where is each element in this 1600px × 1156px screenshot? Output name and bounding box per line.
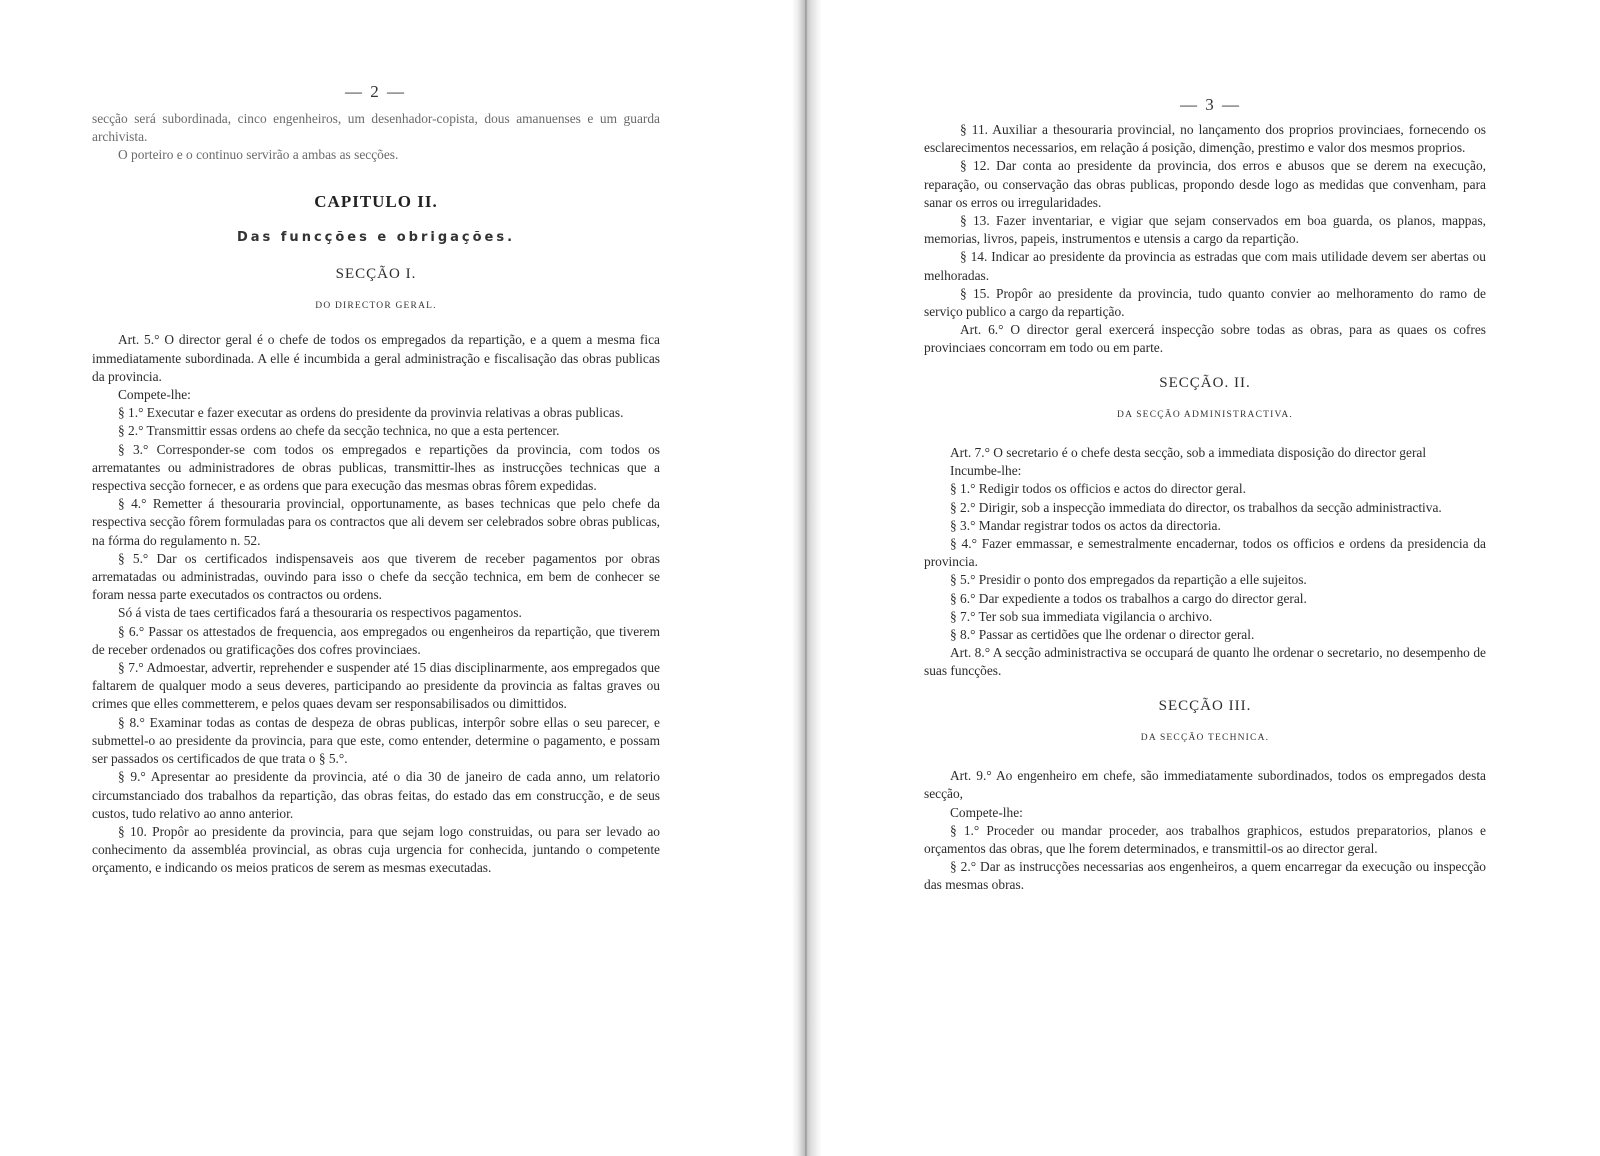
clause-paragraph: § 1.° Proceder ou mandar proceder, aos trabalhos graphicos, estudos preparatorios, planos e orçamentos das obras, que lhe forem determinados, e transmittil-os ao director geral. [924, 822, 1486, 856]
section-subheading: DO DIRECTOR GERAL. [315, 301, 437, 312]
right-text-column [924, 121, 1486, 895]
clause-paragraph: § 1.° Redigir todos os officios e actos do director geral. [950, 481, 1246, 497]
chapter-subtitle: Das funcções e obrigações. [236, 229, 516, 245]
page-number: — 3 — [1180, 95, 1241, 114]
section-subheading: DA SECÇÃO ADMINISTRACTIVA. [1117, 409, 1293, 420]
article-paragraph: Art. 5.° O director geral é o chefe de todos os empregados da repartição, e a quem a mesma fica immediatamente subordinada. A elle é incumbida a geral administração e fiscalisação das obras publicas da provincia. [92, 332, 660, 384]
article-paragraph: Art. 7.° O secretario é o chefe desta secção, sob a immediata disposição do director geral [950, 445, 1427, 461]
clause-paragraph: § 3.° Corresponder-se com todos os empregados e repartições da provincia, com todos os arrematantes ou administradores de obras publicas, transmittir-lhes as instrucções technicas que a respectiva secção fornecer, e as ordens que para execução das mesmas obras fôrem expedidas. [92, 441, 660, 494]
clause-paragraph: Só á vista de taes certificados fará a thesouraria os respectivos pagamentos. [118, 605, 522, 621]
clause-paragraph: § 8.° Passar as certidões que lhe ordenar o director geral. [950, 627, 1255, 643]
clause-paragraph: § 13. Fazer inventariar, e vigiar que sejam conservados em boa guarda, os planos, mappas, memorias, livros, papeis, instrumentos e utensis a cargo da repartição. [924, 213, 1486, 247]
clause-paragraph: § 5.° Presidir o ponto dos empregados da repartição a elle sujeitos. [950, 572, 1307, 588]
clause-paragraph: § 4.° Fazer emmassar, e semestralmente encadernar, todos os officios e ordens da presidencia da provincia. [924, 536, 1486, 570]
intro-paragraph: secção será subordinada, cinco engenheiros, um desenhador-copista, dous amanuenses e um guarda archivista. [92, 111, 660, 145]
section-heading: SECÇÃO. II. [1159, 374, 1251, 391]
clause-paragraph: § 2.° Dirigir, sob a inspecção immediata do director, os trabalhos da secção administractiva. [950, 499, 1442, 515]
left-text-column [92, 110, 660, 878]
section-heading: SECÇÃO I. [335, 266, 417, 283]
clause-paragraph: § 8.° Examinar todas as contas de despeza de obras publicas, interpôr sobre ellas o seu parecer, e submettel-o ao presidente da provincia, para que este, como entender, determine o pagamento, e possam ser passados os certificados de que trata o § 5.°. [92, 714, 660, 767]
clause-paragraph: § 4.° Remetter á thesouraria provincial, opportunamente, as bases technicas que pelo chefe da respectiva secção fôrem formuladas para os contractos que ali devem ser celebrados sobre obras publicas, na fórma do regulamento n. 52. [92, 496, 660, 548]
clause-paragraph: § 7.° Admoestar, advertir, reprehender e suspender até 15 dias disciplinarmente, aos empregados que faltarem de qualquer modo a seus deveres, participando ao presidente da provincia as faltas graves ou crimes que elles commetterem, e pelos quaes devam ser responsabilisados ou dimittidos. [92, 660, 660, 712]
page-number: — 2 — [345, 82, 406, 101]
clause-paragraph: § 9.° Apresentar ao presidente da provincia, até o dia 30 de janeiro de cada anno, um relatorio circumstanciado dos trabalhos da repartição, das obras feitas, do estado das em construcção, e de seus custos, tudo relativo ao anno anterior. [92, 769, 660, 821]
clause-paragraph: § 14. Indicar ao presidente da provincia as estradas que com mais utilidade devem ser abertas ou melhoradas. [924, 249, 1486, 283]
section-heading: SECÇÃO III. [1158, 697, 1252, 714]
compete-line: Compete-lhe: [950, 804, 1023, 820]
chapter-heading: CAPITULO II. [314, 191, 438, 211]
clause-paragraph: § 3.° Mandar registrar todos os actos da directoria. [950, 517, 1221, 533]
clause-paragraph: § 11. Auxiliar a thesouraria provincial, no lançamento dos proprios provinciaes, fornecendo os esclarecimentos necessarios, em relação á posição, dimenção, prestimo e valor dos mesmos proprios. [924, 122, 1486, 156]
article-paragraph: Art. 8.° A secção administractiva se occupará de quanto lhe ordenar o secretario, no desempenho de suas funcções. [924, 645, 1486, 679]
section-subheading: DA SECÇÃO TECHNICA. [1140, 732, 1270, 743]
right-page [818, 0, 1600, 1156]
clause-paragraph: § 6.° Dar expediente a todos os trabalhos a cargo do director geral. [950, 590, 1307, 606]
compete-line: Compete-lhe: [118, 387, 191, 403]
incumbe-line: Incumbe-lhe: [950, 463, 1022, 479]
clause-paragraph: § 6.° Passar os attestados de frequencia, aos empregados ou engenheiros da repartição, que tiverem de receber ordenados ou gratificações dos cofres provinciaes. [92, 623, 660, 657]
clause-paragraph: § 5.° Dar os certificados indispensaveis aos que tiverem de receber pagamentos por obras arrematadas ou administradas, ouvindo para isso o chefe da secção technica, em bem de conhecer se foram nessa parte executados os contractos ou ordens. [92, 550, 660, 603]
clause-paragraph: § 12. Dar conta ao presidente da provincia, dos erros e abusos que se derem na execução, reparação, ou conservação das obras publicas, propondo desde logo as medidas que convenham, para sanar os erros ou irregularidades. [924, 158, 1486, 210]
intro-paragraph: O porteiro e o continuo servirão a ambas as secções. [118, 147, 399, 163]
clause-paragraph: § 7.° Ter sob sua immediata vigilancia o archivo. [950, 608, 1213, 624]
article-paragraph: Art. 9.° Ao engenheiro em chefe, são immediatamente subordinados, todos os empregados desta secção, [924, 768, 1486, 802]
clause-paragraph: § 2.° Transmittir essas ordens ao chefe da secção technica, no que a esta pertencer. [118, 423, 560, 439]
clause-paragraph: § 10. Propôr ao presidente da provincia, para que sejam logo construidas, ou para ser levado ao conhecimento da assembléa provincial, as obras cuja urgencia for conhecida, juntando o competente orçamento, e indicando os meios praticos de serem as mesmas executadas. [92, 823, 660, 876]
clause-paragraph: § 15. Propôr ao presidente da provincia, tudo quanto convier ao melhoramento do ramo de serviço publico a cargo da repartição. [924, 285, 1486, 320]
article-paragraph: Art. 6.° O director geral exercerá inspecção sobre todas as obras, para as quaes os cofres provinciaes concorram em todo ou em parte. [924, 322, 1486, 356]
gutter-crease [805, 0, 807, 1156]
clause-paragraph: § 2.° Dar as instrucções necessarias aos engenheiros, a quem encarregar da execução ou inspecção das mesmas obras. [924, 859, 1486, 893]
clause-paragraph: § 1.° Executar e fazer executar as ordens do presidente da provinvia relativas a obras publicas. [118, 405, 624, 421]
